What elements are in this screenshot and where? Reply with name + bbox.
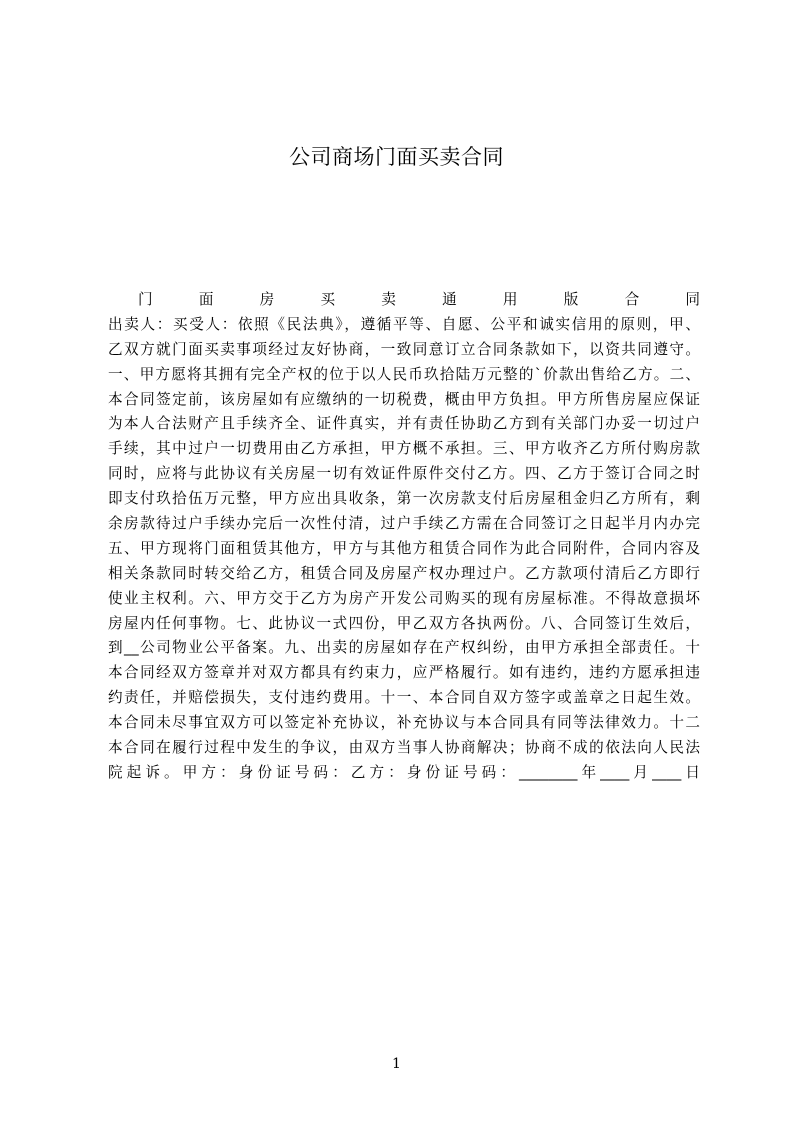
subtitle-line: 门 面 房 买 卖 通 用 版 合 同	[138, 291, 700, 308]
body-line: 约责任，并赔偿损失，支付违约费用。十一、本合同自双方签字或盖章之日起生效。	[108, 689, 700, 707]
body-line: 使业主权利。六、甲方交于乙方为房产开发公司购买的现有房屋标准。不得故意损坏	[108, 589, 700, 607]
document-title: 公司商场门面买卖合同	[289, 145, 504, 169]
body-line: 同时，应将与此协议有关房屋一切有效证件原件交付乙方。四、乙方于签订合同之时	[108, 465, 700, 483]
body-line: 为本人合法财产且手续齐全、证件真实，并有责任协助乙方到有关部门办妥一切过户	[108, 415, 700, 433]
body-line: 五、甲方现将门面租赁其他方，甲方与其他方租赁合同作为此合同附件，合同内容及	[108, 539, 700, 557]
body-line: 出卖人：买受人：依照《民法典》，遵循平等、自愿、公平和诚实信用的原则，甲、	[108, 315, 700, 333]
body-line: 余房款待过户手续办完后一次性付清，过户手续乙方需在合同签订之日起半月内办完	[108, 515, 700, 533]
body-line: 本合同签定前，该房屋如有应缴纳的一切税费，概由甲方负担。甲方所售房屋应保证	[108, 390, 700, 408]
body-line: 即支付玖拾伍万元整，甲方应出具收条，第一次房款支付后房屋租金归乙方所有，剩	[108, 490, 700, 508]
body-line: 相关条款同时转交给乙方，租赁合同及房屋产权办理过户。乙方款项付清后乙方即行	[108, 564, 700, 582]
body-line: 房屋内任何事物。七、此协议一式四份，甲乙双方各执两份。八、合同签订生效后，	[108, 614, 700, 632]
body-line: 本合同经双方签章并对双方都具有约束力，应严格履行。如有违约，违约方愿承担违	[108, 664, 700, 682]
page-number: 1	[392, 1056, 401, 1072]
signature-line: 院起诉。甲方：身份证号码：乙方：身份证号码：________年____月____日	[108, 763, 700, 781]
body-line: 到__公司物业公平备案。九、出卖的房屋如存在产权纠纷，由甲方承担全部责任。十	[108, 639, 700, 657]
contract-body	[108, 288, 700, 786]
body-line: 手续，其中过户一切费用由乙方承担，甲方概不承担。三、甲方收齐乙方所付购房款	[108, 440, 700, 458]
body-line: 本合同在履行过程中发生的争议，由双方当事人协商解决；协商不成的依法向人民法	[108, 739, 700, 757]
body-line: 一、甲方愿将其拥有完全产权的位于以人民币玖拾陆万元整的`价款出售给乙方。二、	[108, 365, 700, 383]
body-line: 乙双方就门面买卖事项经过友好协商，一致同意订立合同条款如下，以资共同遵守。	[108, 340, 700, 358]
body-line: 本合同未尽事宜双方可以签定补充协议，补充协议与本合同具有同等法律效力。十二	[108, 714, 700, 732]
